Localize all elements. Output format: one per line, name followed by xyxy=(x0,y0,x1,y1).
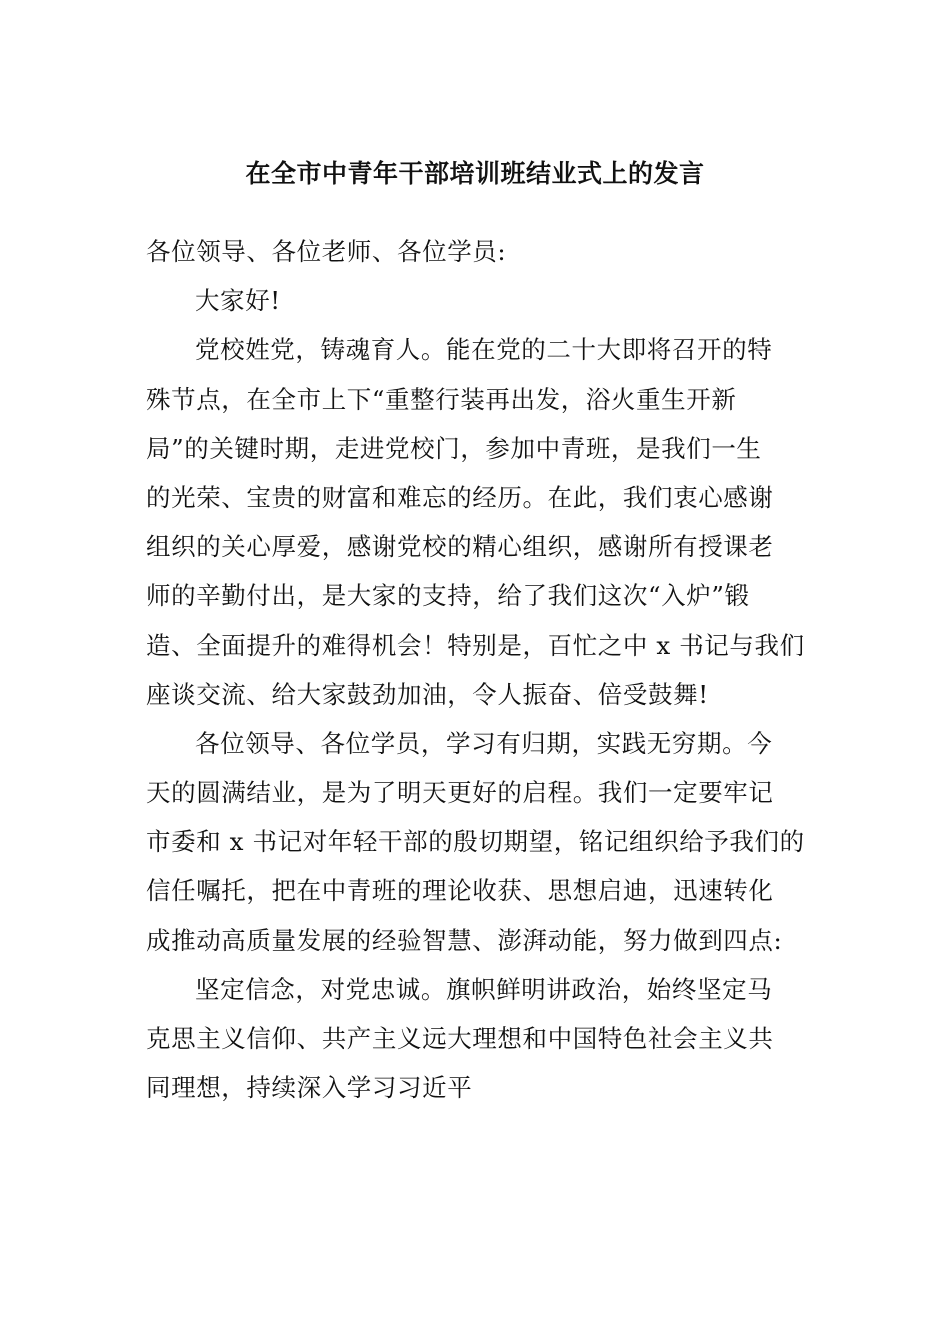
paragraph-line: 座谈交流、给大家鼓劲加油，令人振奋、倍受鼓舞! xyxy=(146,679,709,709)
paragraph-line: 成推动高质量发展的经验智慧、澎湃动能，努力做到四点: xyxy=(146,925,783,955)
paragraph-line: 的光荣、宝贵的财富和难忘的经历。在此，我们衷心感谢 xyxy=(146,482,774,512)
salutation-line: 各位领导、各位老师、各位学员: xyxy=(146,237,507,266)
paragraph-line: 坚定信念，对党忠诚。旗帜鲜明讲政治，始终坚定马 xyxy=(195,974,773,1004)
paragraph-line: 市委和 x 书记对年轻干部的殷切期望，铭记组织给予我们的 xyxy=(146,827,805,857)
paragraph-line: 信任嘱托，把在中青班的理论收获、思想启迪，迅速转化 xyxy=(146,876,774,906)
paragraph-line: 殊节点，在全市上下“重整行装再出发，浴火重生开新 xyxy=(146,384,737,414)
paragraph-line: 造、全面提升的难得机会！特别是，百忙之中 x 书记与我们 xyxy=(146,630,805,660)
document-body xyxy=(146,232,808,1117)
paragraph-line: 天的圆满结业，是为了明天更好的启程。我们一定要牢记 xyxy=(146,778,774,808)
paragraph-line: 党校姓党，铸魂育人。能在党的二十大即将召开的特 xyxy=(195,335,773,365)
paragraph-line: 组织的关心厚爱，感谢党校的精心组织，感谢所有授课老 xyxy=(146,532,774,562)
paragraph-line: 局”的关键时期，走进党校门，参加中青班，是我们一生 xyxy=(146,433,762,463)
document-title: 在全市中青年干部培训班结业式上的发言 xyxy=(245,159,705,188)
paragraph-line: 各位领导、各位学员，学习有归期，实践无穷期。今 xyxy=(195,728,773,758)
paragraph-line: 同理想，持续深入学习习近平 xyxy=(146,1073,473,1103)
paragraph-line: 克思主义信仰、共产主义远大理想和中国特色社会主义共 xyxy=(146,1024,774,1053)
greeting-line: 大家好! xyxy=(195,286,281,316)
paragraph-line: 师的辛勤付出，是大家的支持，给了我们这次“入炉”锻 xyxy=(146,581,750,611)
